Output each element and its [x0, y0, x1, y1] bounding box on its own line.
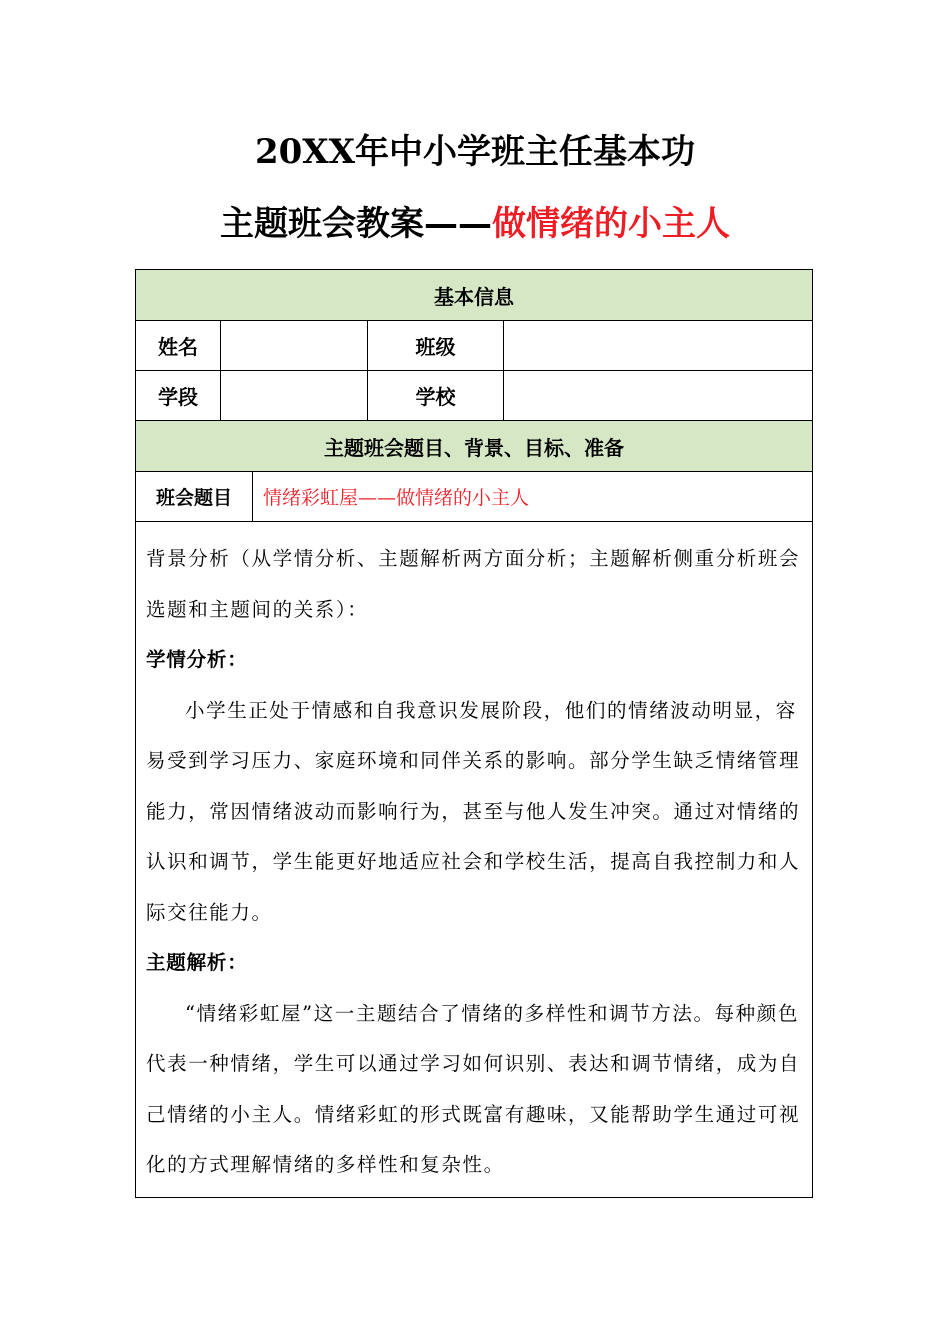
student-analysis-text: 小学生正处于情感和自我意识发展阶段，他们的情绪波动明显，容易受到学习压力、家庭环境和同伴关系的影响。部分学生缺乏情绪管理能力，常因情绪波动而影响行为，甚至与他人发生冲突。通过对情绪的认识和调节，学生能更好地适应社会和学校生活，提高自我控制力和人际交往能力。 — [146, 698, 801, 924]
theme-analysis-heading: 主题解析： — [146, 951, 248, 974]
section2-header: 主题班会题目、背景、目标、准备 — [136, 421, 813, 472]
topic-label: 班会题目 — [136, 472, 253, 522]
school-label: 学校 — [368, 371, 504, 421]
name-label: 姓名 — [136, 321, 221, 371]
document-title-line1: 20XX年中小学班主任基本功 — [254, 132, 696, 172]
student-analysis-heading: 学情分析： — [146, 648, 248, 671]
topic-value: 情绪彩虹屋——做情绪的小主人 — [253, 472, 813, 522]
theme-analysis-text: “情绪彩虹屋”这一主题结合了情绪的多样性和调节方法。每种颜色代表一种情绪，学生可以通过学习如何识别、表达和调节情绪，成为自己情绪的小主人。情绪彩虹的形式既富有趣味，又能帮助学生通过可视化的方式理解情绪的多样性和复杂性。 — [146, 1001, 801, 1176]
basic-info-header: 基本信息 — [136, 270, 813, 321]
school-field[interactable] — [504, 371, 813, 421]
class-label: 班级 — [368, 321, 504, 371]
background-content — [136, 522, 813, 1198]
document-title-line2 — [0, 198, 950, 250]
title-prefix: 主题班会教案—— — [220, 204, 492, 244]
class-field[interactable] — [504, 321, 813, 371]
lesson-plan-table — [135, 269, 813, 1198]
title-highlight: 做情绪的小主人 — [492, 204, 730, 244]
name-field[interactable] — [221, 321, 368, 371]
background-heading: 背景分析（从学情分析、主题解析两方面分析；主题解析侧重分析班会选题和主题间的关系）： — [146, 547, 801, 621]
stage-label: 学段 — [136, 371, 221, 421]
stage-field[interactable] — [221, 371, 368, 421]
